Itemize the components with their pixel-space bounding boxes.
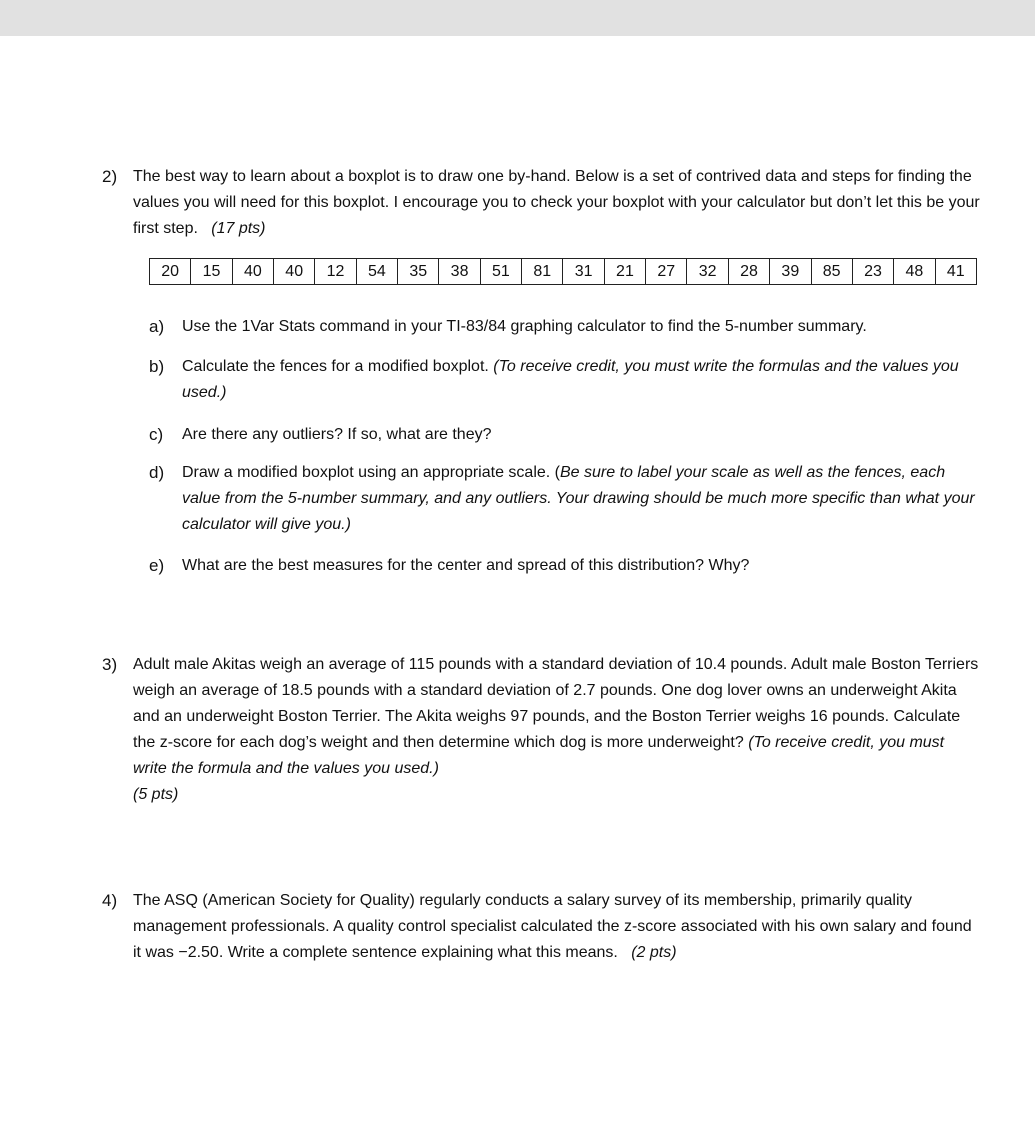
part-c: c) Are there any outliers? If so, what are they? (149, 425, 492, 444)
question-4 (102, 888, 982, 966)
table-cell: 20 (150, 259, 191, 285)
points: (2 pts) (631, 944, 677, 961)
question-number: 3) (102, 655, 118, 674)
table-cell: 15 (191, 259, 232, 285)
table-cell: 23 (852, 259, 893, 285)
question-number: 4) (102, 891, 118, 910)
table-cell: 21 (604, 259, 645, 285)
top-bar (0, 0, 1035, 36)
table-cell: 40 (274, 259, 315, 285)
table-cell: 31 (563, 259, 604, 285)
part-e: e) What are the best measures for the center and spread of this distribution? Why? (149, 556, 750, 575)
table-cell: 28 (728, 259, 769, 285)
question-3 (102, 652, 982, 808)
table-cell: 32 (687, 259, 728, 285)
part-a: a) Use the 1Var Stats command in your TI-83/84 graphing calculator to find the 5-number summary. (149, 317, 867, 336)
table-row (150, 259, 977, 285)
question-text: The ASQ (American Society for Quality) regularly conducts a salary survey of its membership, primarily quality management professionals. A quality control specialist calculated the z-score associated with his own salary and found it was −2.50. Write a complete sentence explaining what this means. (2 pts) (133, 892, 972, 961)
question-text: Adult male Akitas weigh an average of 115 pounds with a standard deviation of 10.4 pounds. Adult male Boston Terriers weigh an average of 18.5 pounds with a standard deviation of 2.7 pounds. One dog lover owns an underweight Akita and an underweight Boston Terrier. The Akita weighs 97 pounds, and the Boston Terrier weighs 16 pounds. Calculate the z-score for each dog’s weight and then determine which dog is more underweight? (To receive credit, you must write the formula and the values you used.) (133, 656, 979, 777)
table-cell: 54 (356, 259, 397, 285)
data-table (149, 258, 977, 285)
points: (17 pts) (211, 220, 266, 237)
table-cell: 40 (232, 259, 273, 285)
table-cell: 39 (770, 259, 811, 285)
table-cell: 81 (522, 259, 563, 285)
table-cell: 35 (398, 259, 439, 285)
part-b: b) Calculate the fences for a modified boxplot. (To receive credit, you must write the formulas and the values you used.) (149, 357, 959, 401)
table-cell: 38 (439, 259, 480, 285)
table-cell: 12 (315, 259, 356, 285)
points: (5 pts) (133, 786, 179, 803)
question-text: The best way to learn about a boxplot is to draw one by-hand. Below is a set of contrived data and steps for finding the values you will need for this boxplot. I encourage you to check your boxplot with your calculator but don’t let this be your first step. (17 pts) (133, 168, 980, 237)
question-number: 2) (102, 167, 118, 186)
table-cell: 85 (811, 259, 852, 285)
table-cell: 51 (480, 259, 521, 285)
table-cell: 27 (646, 259, 687, 285)
table-cell: 48 (894, 259, 935, 285)
part-d: d) Draw a modified boxplot using an appropriate scale. (Be sure to label your scale as well as the fences, each value from the 5-number summary, and any outliers. Your drawing should be much more specific than what your calculator will give you.) (149, 463, 975, 533)
table-cell: 41 (935, 259, 976, 285)
question-2 (102, 164, 982, 242)
